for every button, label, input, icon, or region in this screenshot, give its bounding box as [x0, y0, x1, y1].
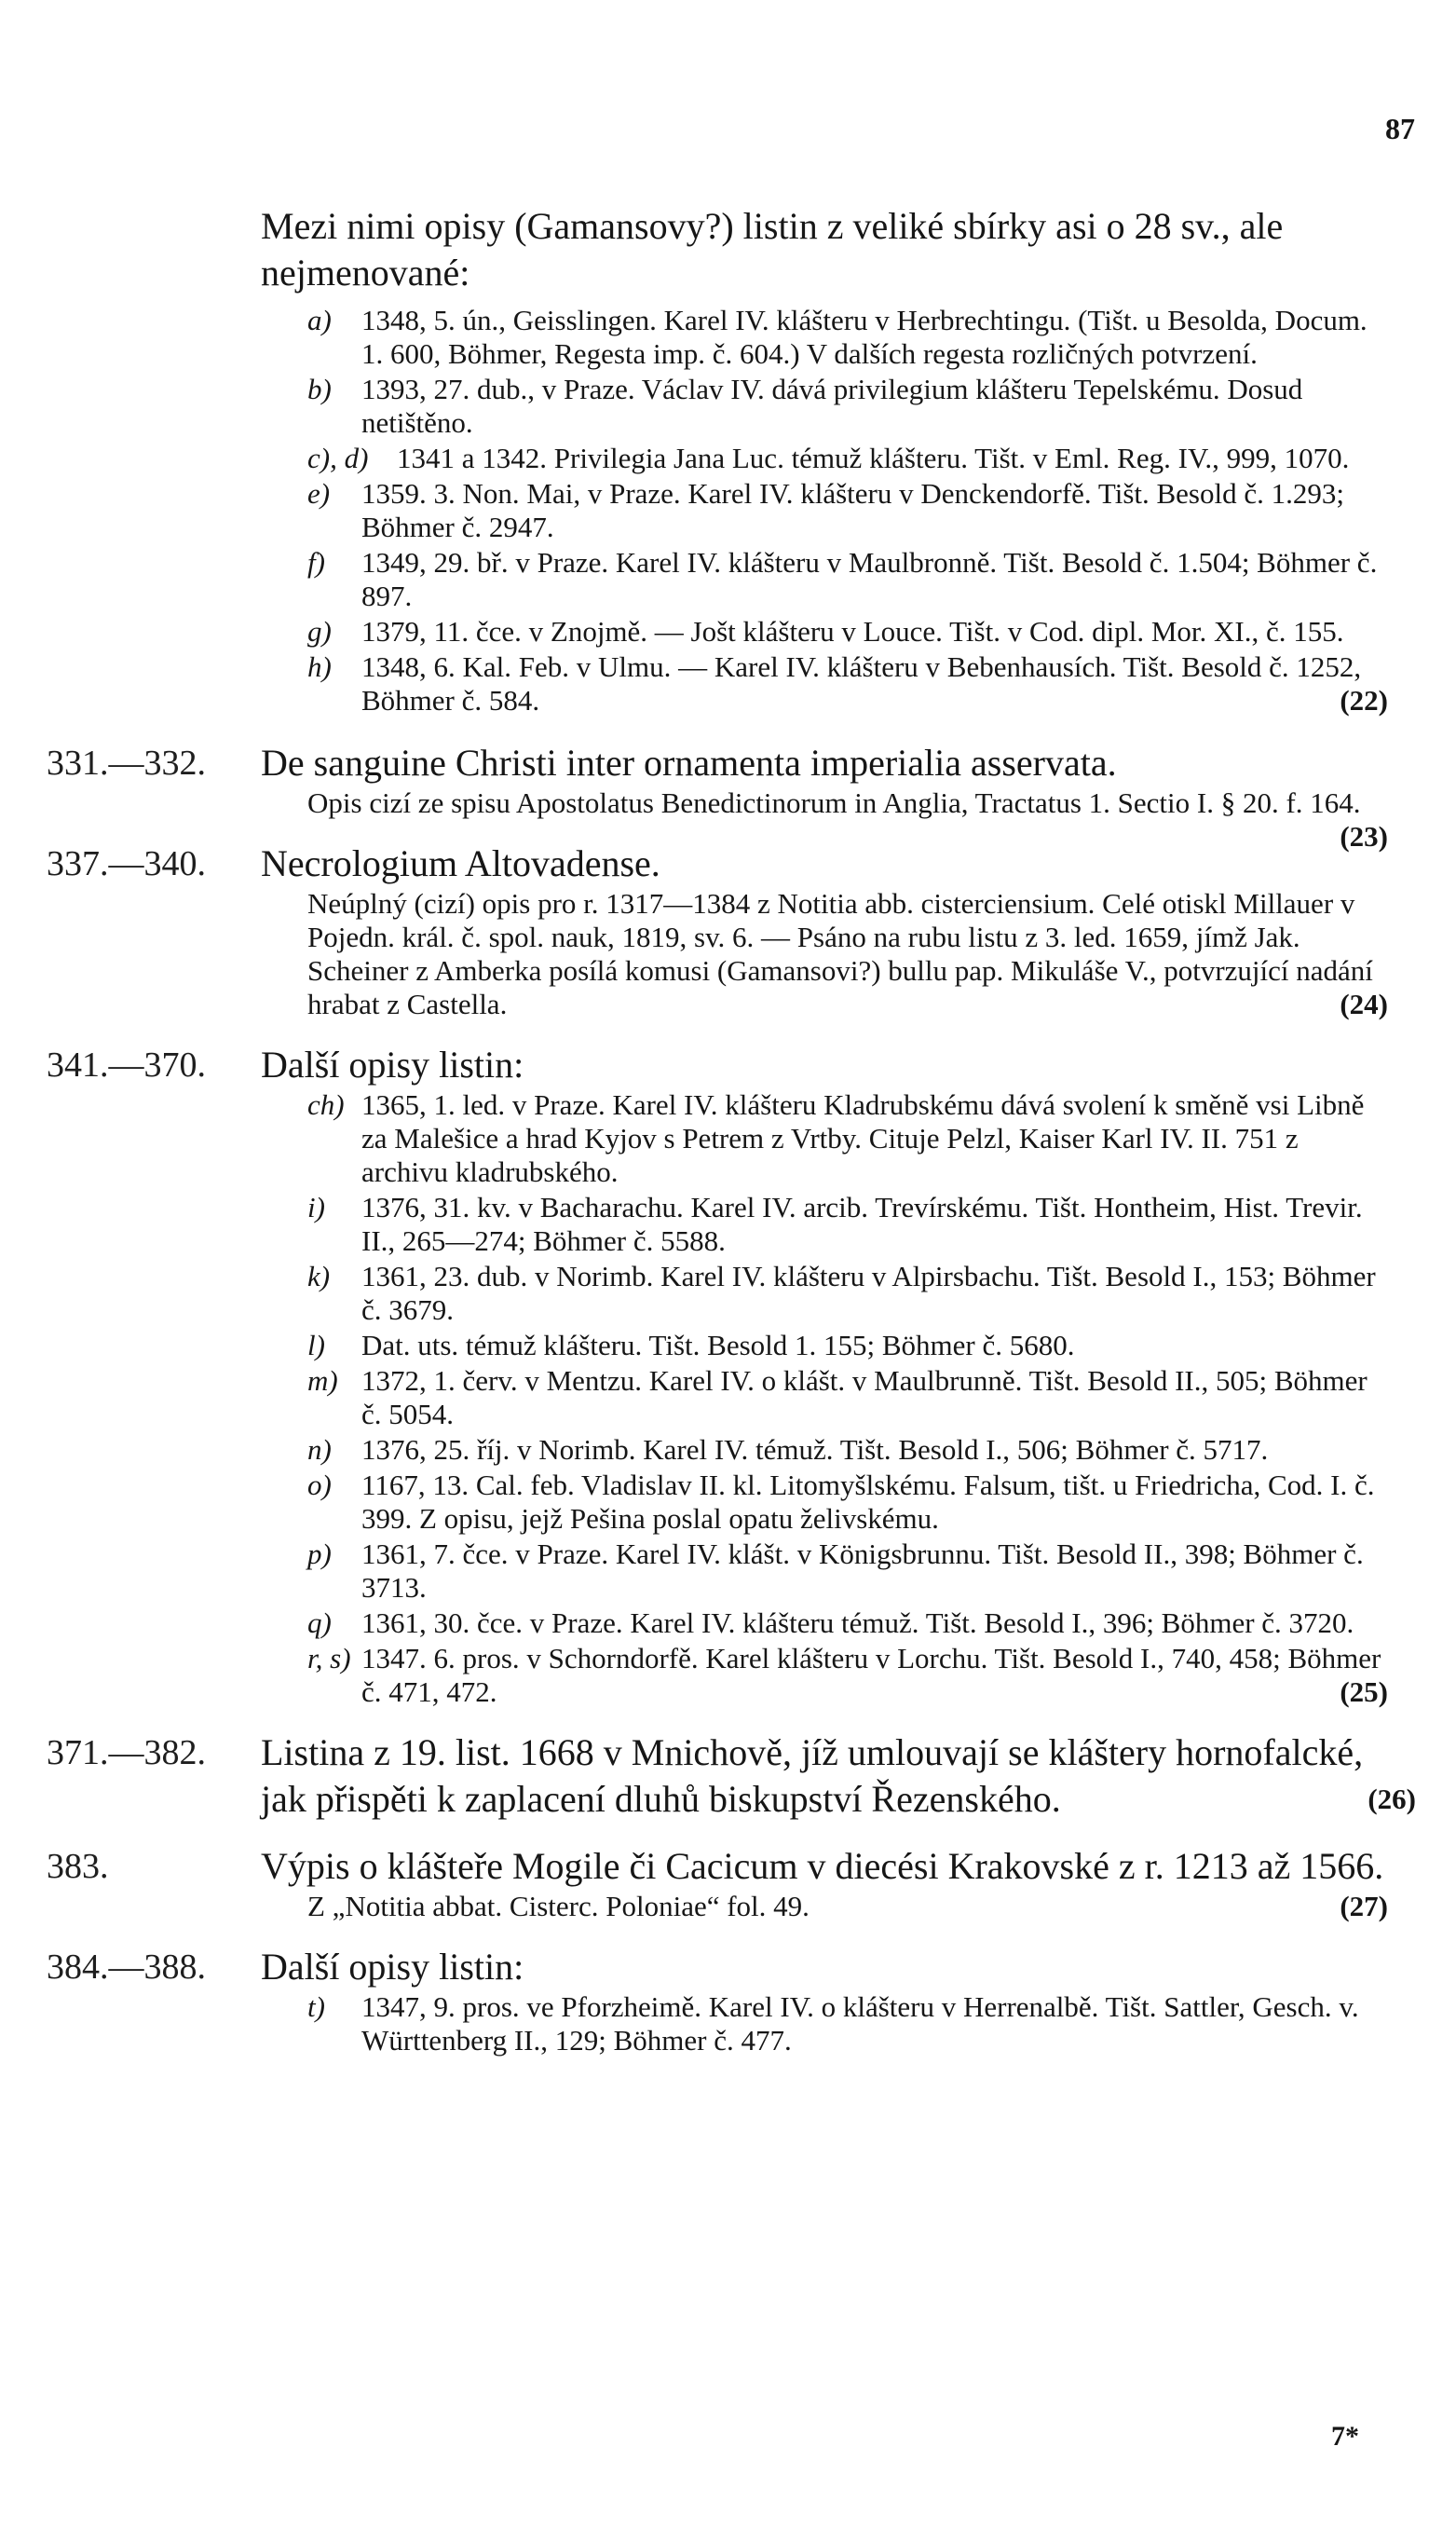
list-item [307, 373, 1416, 440]
list-item [307, 442, 1416, 475]
item-letter: l) [307, 1329, 325, 1361]
entry-description [261, 786, 1416, 853]
list-item [307, 1191, 1416, 1258]
item-letter: b) [307, 373, 332, 405]
item-text: 1361, 23. dub. v Norimb. Karel IV. klášteru v Alpirsbachu. Tišt. Besold I., 153; Böhmer č. 3679. [361, 1260, 1376, 1326]
entry-range: 384.—388. [47, 1948, 206, 1987]
list-item [307, 1606, 1416, 1640]
item-letter: k) [307, 1260, 331, 1292]
item-text: 1348, 6. Kal. Feb. v Ulmu. — Karel IV. klášteru v Bebenhausích. Tišt. Besold č. 1252, Böhmer č. 584. [361, 650, 1362, 717]
entry-title [261, 1729, 1416, 1823]
reference-number: (27) [1340, 1890, 1388, 1922]
list-item [307, 1433, 1416, 1467]
entry-title-text: Listina z 19. list. 1668 v Mnichově, jíž umlouvají se kláštery hornofalcké, jak přispěti k zaplacení dluhů biskupství Řezenského. [261, 1731, 1364, 1820]
signature-mark: 7* [1331, 2421, 1359, 2452]
page-content [47, 203, 1416, 2078]
entry-title: Další opisy listin: [261, 1044, 524, 1086]
item-letter: q) [307, 1606, 332, 1639]
entry-description-text: Z „Notitia abbat. Cisterc. Poloniae“ fol. 49. [307, 1890, 810, 1922]
item-letter: p) [307, 1538, 332, 1570]
item-text: 1359. 3. Non. Mai, v Praze. Karel IV. klášteru v Denckendorfě. Tišt. Besold č. 1.293; Böhmer č. 2947. [361, 477, 1344, 543]
item-text: 1365, 1. led. v Praze. Karel IV. klášteru Kladrubskému dává svolení k směně vsi Libně za Malešice a hrad Kyjov s Petrem z Vrtby. Cituje Pelzl, Kaiser Karl IV. II. 751 z archivu kladrubského. [361, 1088, 1365, 1188]
item-letter: f) [307, 546, 325, 579]
item-letter: a) [307, 304, 332, 336]
entry-description [261, 1890, 1416, 1923]
entry-range: 331.—332. [47, 744, 206, 783]
entry-title: De sanguine Christi inter ornamenta imperialia asservata. [261, 742, 1117, 784]
list-item [307, 477, 1416, 544]
list-item [307, 546, 1416, 613]
item-letter: t) [307, 1990, 325, 2023]
catalog-entry [47, 740, 1416, 853]
intro-item-list [307, 304, 1416, 718]
catalog-entry [47, 1944, 1416, 2057]
item-text: 1376, 25. říj. v Norimb. Karel IV. témuž. Tišt. Besold I., 506; Böhmer č. 5717. [361, 1433, 1269, 1466]
item-letter: o) [307, 1469, 332, 1501]
catalog-entry [47, 1843, 1416, 1923]
entry-title: Výpis o klášteře Mogile či Cacicum v diecési Krakovské z r. 1213 až 1566. [261, 1845, 1384, 1887]
entry-range: 337.—340. [47, 844, 206, 883]
list-item [307, 1990, 1416, 2057]
reference-number: (23) [1340, 820, 1388, 853]
list-item [307, 1329, 1416, 1362]
entry-title: Další opisy listin: [261, 1946, 524, 1988]
list-item [307, 1538, 1416, 1605]
list-item [307, 1088, 1416, 1189]
item-letter: m) [307, 1364, 338, 1397]
item-letter: h) [307, 650, 332, 683]
entry-item-list [307, 1990, 1416, 2057]
catalog-entry [47, 1729, 1416, 1823]
item-text: 1361, 30. čce. v Praze. Karel IV. klášteru témuž. Tišt. Besold I., 396; Böhmer č. 3720. [361, 1606, 1354, 1639]
item-text: 1349, 29. bř. v Praze. Karel IV. klášteru v Maulbronně. Tišt. Besold č. 1.504; Böhmer č. 897. [361, 546, 1378, 612]
item-text: 1361, 7. čce. v Praze. Karel IV. klášt. v Königsbrunnu. Tišt. Besold II., 398; Böhmer č. 3713. [361, 1538, 1364, 1604]
item-text: 1376, 31. kv. v Bacharachu. Karel IV. arcib. Trevírskému. Tišt. Hontheim, Hist. Trevir. II., 265—274; Böhmer č. 5588. [361, 1191, 1363, 1257]
entry-description [261, 887, 1416, 1021]
item-text: 1347. 6. pros. v Schorndorfě. Karel klášteru v Lorchu. Tišt. Besold I., 740, 458; Böhmer č. 471, 472. [361, 1642, 1381, 1708]
item-text: 1347, 9. pros. ve Pforzheimě. Karel IV. o klášteru v Herrenalbě. Tišt. Sattler, Gesch. v. Württenberg II., 129; Böhmer č. 477. [361, 1990, 1359, 2057]
intro-paragraph: Mezi nimi opisy (Gamansovy?) listin z veliké sbírky asi o 28 sv., ale nejmenované: [261, 205, 1284, 294]
entry-title: Necrologium Altovadense. [261, 842, 660, 884]
list-item [307, 304, 1416, 371]
list-item [307, 1260, 1416, 1327]
item-letter: g) [307, 615, 332, 648]
entry-description-text: Opis cizí ze spisu Apostolatus Benedictinorum in Anglia, Tractatus 1. Sectio I. § 20. f. 164. [307, 786, 1361, 819]
item-text: 1348, 5. ún., Geisslingen. Karel IV. klášteru v Herbrechtingu. (Tišt. u Besolda, Docum. 1. 600, Böhmer, Regesta imp. č. 604.) V dalších regesta rozličných potvrzení. [361, 304, 1368, 370]
entry-range: 341.—370. [47, 1046, 206, 1085]
list-item [307, 1469, 1416, 1536]
item-letter: i) [307, 1191, 325, 1223]
item-text: Dat. uts. témuž klášteru. Tišt. Besold 1. 155; Böhmer č. 5680. [361, 1329, 1075, 1361]
entry-item-list [307, 1088, 1416, 1709]
entry-range: 371.—382. [47, 1733, 206, 1772]
list-item [307, 1642, 1416, 1709]
reference-number: (22) [1340, 684, 1388, 717]
item-text: 1393, 27. dub., v Praze. Václav IV. dává privilegium klášteru Tepelskému. Dosud netištěno. [361, 373, 1303, 439]
item-letter: c), d) [307, 442, 369, 474]
entry-description-text: Neúplný (cizí) opis pro r. 1317—1384 z Notitia abb. cisterciensium. Celé otiskl Millauer v Pojedn. král. č. spol. nauk, 1819, sv. 6. — Psáno na rubu listu z 3. led. 1659, jímž Jak. Scheiner z Amberka posílá komusi (Gamansovi?) bullu pap. Mikuláše V., potvrzující nadání hrabat z Castella. [307, 887, 1373, 1020]
reference-number: (26) [1368, 1783, 1416, 1815]
item-text: 1372, 1. červ. v Mentzu. Karel IV. o klášt. v Maulbrunně. Tišt. Besold II., 505; Böhmer č. 5054. [361, 1364, 1368, 1430]
entry-range: 383. [47, 1847, 109, 1886]
catalog-entry [47, 840, 1416, 1021]
list-item [307, 615, 1416, 649]
item-text: 1341 a 1342. Privilegia Jana Luc. témuž klášteru. Tišt. v Eml. Reg. IV., 999, 1070. [397, 442, 1350, 474]
catalog-entry [47, 1042, 1416, 1709]
page-number: 87 [1385, 112, 1415, 145]
item-letter: ch) [307, 1088, 345, 1121]
list-item [307, 650, 1416, 718]
reference-number: (25) [1340, 1675, 1388, 1708]
item-text: 1379, 11. čce. v Znojmě. — Jošt klášteru v Louce. Tišt. v Cod. dipl. Mor. XI., č. 155. [361, 615, 1344, 648]
item-text: 1167, 13. Cal. feb. Vladislav II. kl. Litomyšlskému. Falsum, tišt. u Friedricha, Cod. I. č. 399. Z opisu, jejž Pešina poslal opatu želivskému. [361, 1469, 1375, 1535]
reference-number: (24) [1340, 988, 1388, 1020]
list-item [307, 1364, 1416, 1431]
item-letter: e) [307, 477, 331, 510]
item-letter: r, s) [307, 1642, 351, 1674]
item-letter: n) [307, 1433, 332, 1466]
